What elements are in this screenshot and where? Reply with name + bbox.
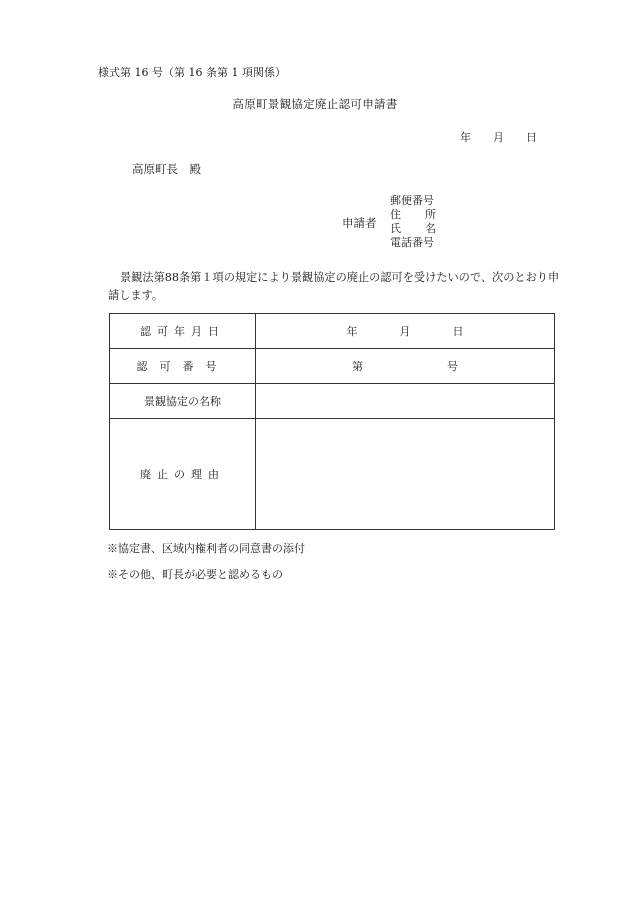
address-label-a: 住 <box>390 208 401 221</box>
approval-number-value[interactable] <box>256 349 555 384</box>
table-row <box>110 314 555 349</box>
form-number: 様式第 16 号（第 16 条第 1 項関係） <box>98 66 286 79</box>
table-row <box>110 384 555 419</box>
table-row <box>110 349 555 384</box>
note-attachment: ※協定書、区域内権利者の同意書の添付 <box>107 542 305 555</box>
note-other: ※その他、町長が必要と認めるもの <box>107 568 283 581</box>
reason-label: 廃止の理由 <box>110 419 256 530</box>
agreement-name-value[interactable] <box>256 384 555 419</box>
approval-number-prefix: 第 <box>352 360 363 373</box>
application-table <box>109 313 555 530</box>
date-month: 月 <box>493 131 504 144</box>
approval-date-value[interactable] <box>256 314 555 349</box>
name-label-b: 名 <box>425 222 436 235</box>
document-title: 高原町景観協定廃止認可申請書 <box>232 97 398 111</box>
phone-label: 電話番号 <box>390 236 434 249</box>
address-label <box>390 208 436 222</box>
application-date <box>460 129 537 145</box>
approval-date-day: 日 <box>452 325 464 338</box>
applicant-fields <box>390 194 436 250</box>
approval-date-year: 年 <box>346 325 358 338</box>
reason-value[interactable] <box>256 419 555 530</box>
name-label <box>390 222 436 236</box>
approval-number-label: 認可番号 <box>110 349 256 384</box>
date-day: 日 <box>526 131 537 144</box>
approval-date-label: 認可年月日 <box>110 314 256 349</box>
postal-code-label: 郵便番号 <box>390 194 434 207</box>
date-year: 年 <box>460 131 471 144</box>
table-row <box>110 419 555 530</box>
addressee: 高原町長 殿 <box>132 162 201 176</box>
body-text: 景観法第88条第１項の規定により景観協定の廃止の認可を受けたいので、次のとおり申請します。 <box>108 271 560 302</box>
agreement-name-label: 景観協定の名称 <box>110 384 256 419</box>
approval-number-suffix: 号 <box>447 360 458 373</box>
applicant-label: 申請者 <box>342 216 377 230</box>
name-label-a: 氏 <box>390 222 401 235</box>
approval-date-month: 月 <box>399 325 411 338</box>
address-label-b: 所 <box>425 208 436 221</box>
